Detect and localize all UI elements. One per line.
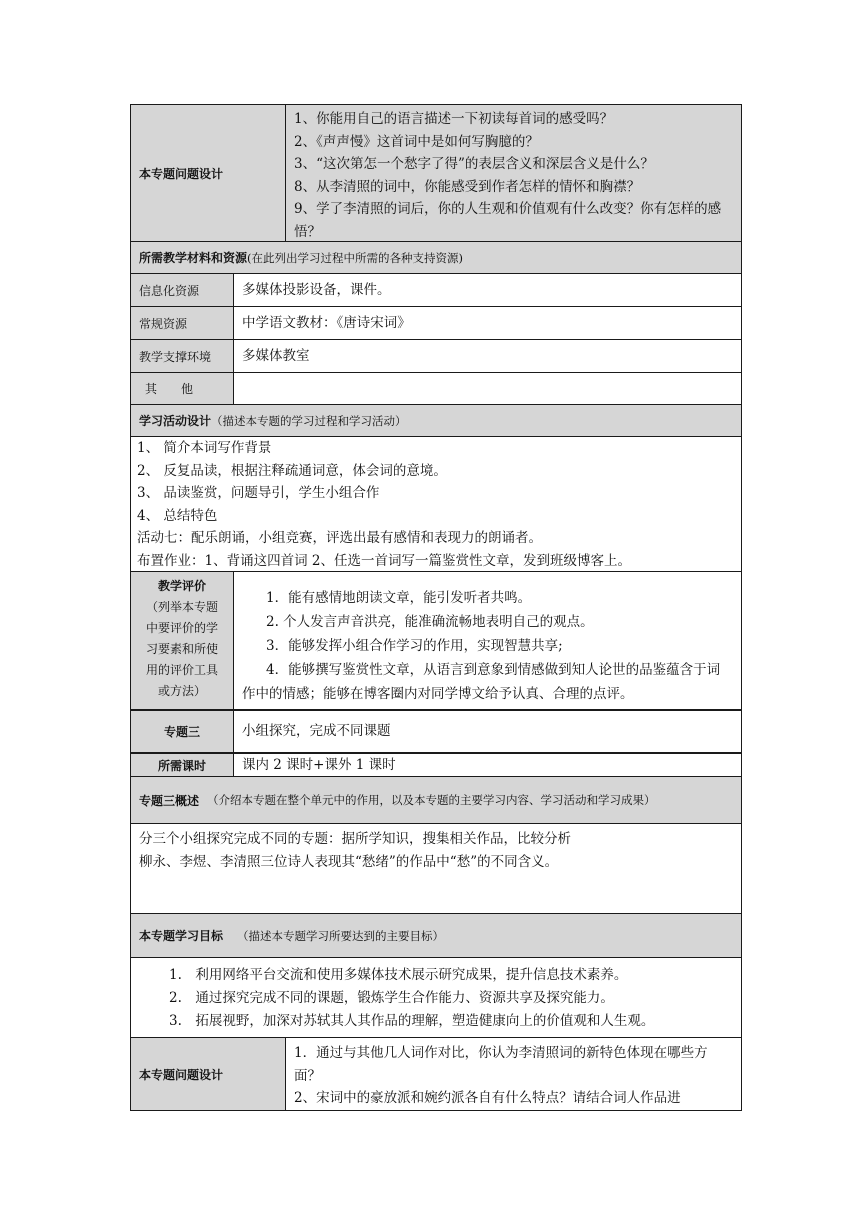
resource-value-info: 多媒体投影设备，课件。 [233,273,742,307]
evaluation-item: 2. 个人发言声音洪亮，能准确流畅地表明自己的观点。 [266,614,594,630]
evaluation-title: 教学评价 [157,579,206,593]
question-design-label-text: 本专题问题设计 [139,166,224,181]
overview-line: 分三个小组探究完成不同的专题：据所学知识，搜集相关作品，比较分析 [139,831,571,847]
resource-value-regular: 中学语文教材：《唐诗宋词》 [233,306,742,340]
resources-note: (在此列出学习过程中所需的各种支持资源) [247,250,463,265]
evaluation-note-line: 习要素和所使 [145,642,218,656]
goal-item: 1. 利用网络平台交流和使用多媒体技术展示研究成果，提升信息技术素养。 [169,967,628,983]
activities-title: 学习活动设计 [139,414,212,428]
goals-body [130,957,742,1038]
evaluation-note-line: 用的评价工具 [145,663,218,677]
question-item: 8、从李清照的词中，你能感受到作者怎样的情怀和胸襟？ [294,178,641,195]
activity-item: 活动七：配乐朗诵，小组竞赛，评选出最有感情和表现力的朗诵者。 [137,530,542,546]
overview-note: （介绍本专题在整个单元中的作用，以及本专题的主要学习内容、学习活动和学习成果） [207,793,656,807]
activities-header [130,404,742,437]
question-item: 1．通过与其他几人词作对比，你认为李清照词的新特色体现在哪些方面？ [294,1045,708,1084]
goals-header [130,913,742,958]
resources-header [130,241,742,274]
activities-body [130,436,742,572]
evaluation-item: 1．能有感情地朗读文章，能引发听者共鸣。 [266,590,532,606]
hours-value: 课内 2 课时+课外 1 课时 [233,753,742,777]
goals-title: 本专题学习目标 [139,929,224,943]
resource-label-other: 其 他 [130,372,234,405]
resource-label-regular: 常规资源 [130,306,234,340]
hours-label: 所需课时 [130,753,234,777]
resource-value-environment: 多媒体教室 [233,339,742,373]
question-item: 1、你能用自己的语言描述一下初读每首词的感受吗？ [294,111,614,127]
activity-item: 4、 总结特色 [137,507,218,524]
question-design-list-2 [285,1037,742,1111]
evaluation-item: 3．能够发挥小组合作学习的作用，实现智慧共享; [266,638,563,654]
activity-item: 布置作业：1、背诵这四首词 2、任选一首词写一篇鉴赏性文章，发到班级博客上。 [137,552,631,569]
evaluation-label [130,571,234,710]
activity-item: 3、 品读鉴赏，问题导引，学生小组合作 [137,485,380,501]
question-design-list [285,104,742,242]
topic3-value: 小组探究，完成不同课题 [233,709,742,754]
resource-label-environment: 教学支撑环境 [130,339,234,373]
evaluation-note-line: （列举本专题 [145,600,218,614]
question-item: 3、“这次第怎一个愁字了得”的表层含义和深层含义是什么？ [294,156,654,172]
overview-title: 专题三概述 [139,793,200,808]
goals-note: （描述本专题学习所要达到的主要目标） [237,928,445,943]
evaluation-body [233,571,742,710]
question-item: 2、宋词中的豪放派和婉约派各自有什么特点？请结合词人作品进 [294,1090,681,1106]
overview-header [130,776,742,824]
activity-item: 1、 简介本词写作背景 [137,440,272,456]
question-item: 9、学了李清照的词后，你的人生观和价值观有什么改变？你有怎样的感悟？ [294,201,722,240]
evaluation-note-line: 或方法） [157,684,206,698]
resource-label-info: 信息化资源 [130,273,234,307]
overview-body [130,823,742,914]
activities-note: （描述本专题的学习过程和学习活动） [211,413,407,428]
evaluation-note-line: 中要评价的学 [145,621,218,635]
activity-item: 2、 反复品读，根据注释疏通词意，体会词的意境。 [137,462,447,479]
topic3-label: 专题三 [130,709,234,754]
goal-item: 3. 拓展视野，加深对苏轼其人其作品的理解，塑造健康向上的价值观和人生观。 [169,1013,655,1029]
question-design-label-2: 本专题问题设计 [130,1037,286,1111]
goal-item: 2. 通过探究完成不同的课题，锻炼学生合作能力、资源共享及探究能力。 [169,990,614,1006]
evaluation-item: 4．能够撰写鉴赏性文章，从语言到意象到情感做到知人论世的品鉴蕴含于词作中的情感；能够在博客圈内对同学博文给予认真、合理的点评。 [242,662,721,702]
question-design-label [130,104,286,242]
question-item: 2、《声声慢》这首词中是如何写胸臆的？ [294,133,539,150]
resources-title: 所需教学材料和资源 [139,251,248,265]
resource-value-other [233,372,742,405]
overview-line: 柳永、李煜、李清照三位诗人表现其“愁绪”的作品中“愁”的不同含义。 [139,854,559,870]
